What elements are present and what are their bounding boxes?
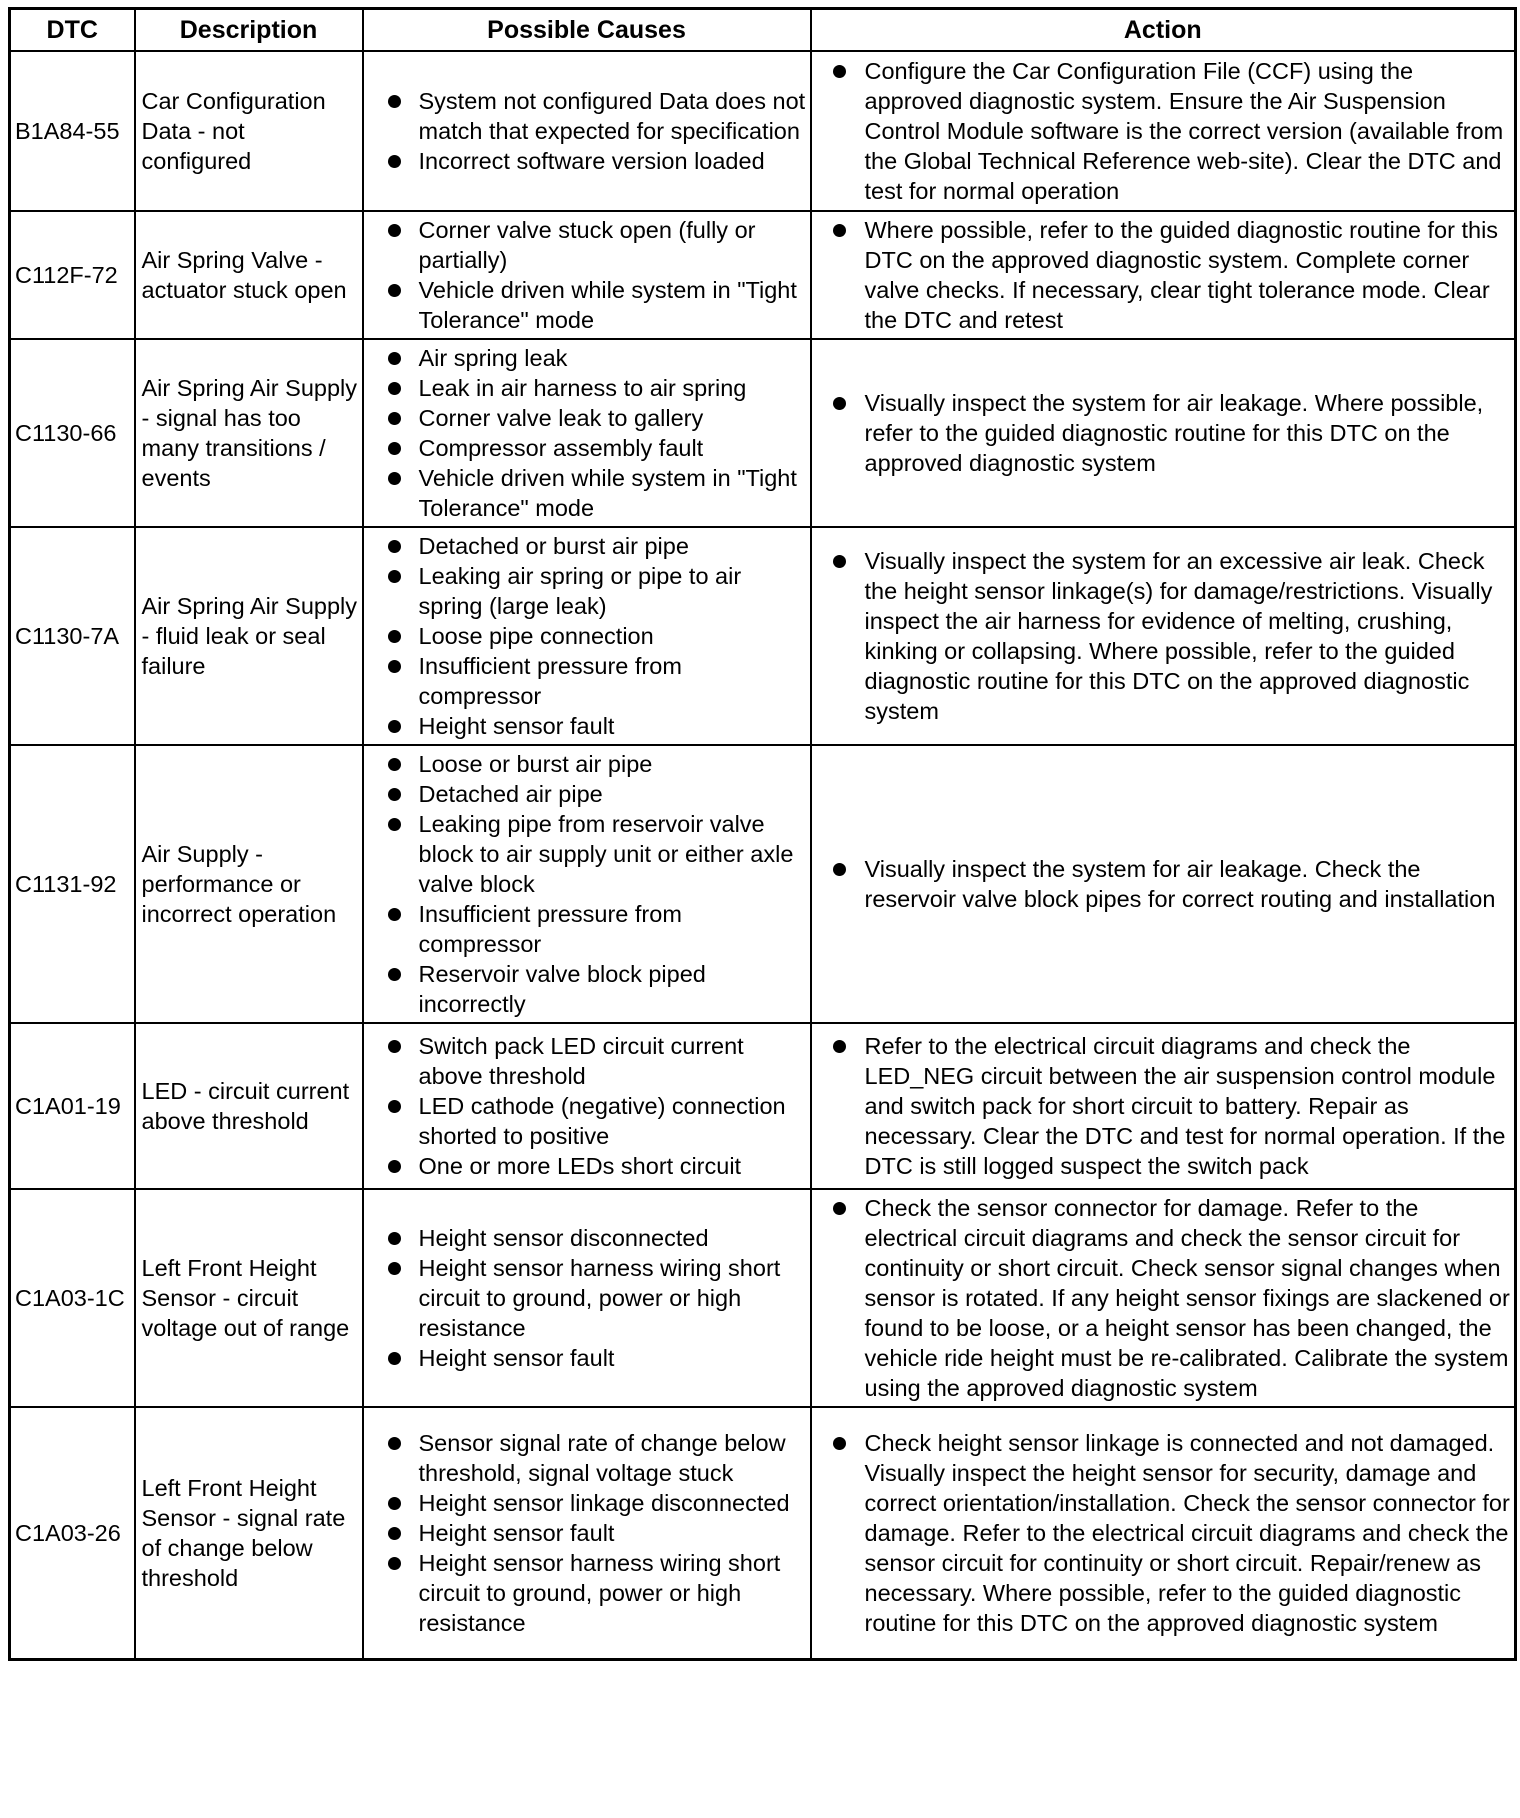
action-cell <box>811 1023 1516 1189</box>
bullet-icon <box>388 1497 401 1510</box>
bullet-icon <box>388 352 401 365</box>
cause-text: Leak in air harness to air spring <box>418 375 747 401</box>
cause-text: Loose pipe connection <box>418 623 654 649</box>
bullet-icon <box>388 1352 401 1365</box>
bullet-icon <box>388 442 401 455</box>
bullet-icon <box>388 660 401 673</box>
action-cell <box>811 339 1516 527</box>
bullet-icon <box>388 412 401 425</box>
cause-item <box>364 1343 806 1373</box>
possible-causes-cell <box>363 211 811 339</box>
dtc-code: B1A84-55 <box>10 51 135 211</box>
header-row <box>10 9 1516 52</box>
table-row <box>10 745 1516 1023</box>
action-cell <box>811 211 1516 339</box>
cause-item <box>364 711 806 741</box>
action-text: Where possible, refer to the guided diagnostic routine for this DTC on the approved diagnostic system. Complete corner valve checks. If necessary, clear tight tolerance mode. Clear the DTC and retest <box>864 217 1499 333</box>
table-row <box>10 1023 1516 1189</box>
header-dtc: DTC <box>10 9 135 52</box>
possible-causes-list <box>364 1223 806 1373</box>
table-body <box>10 51 1516 1659</box>
cause-text: Height sensor harness wiring short circuit to ground, power or high resistance <box>418 1255 781 1341</box>
action-cell <box>811 1407 1516 1659</box>
cause-text: Height sensor disconnected <box>418 1225 709 1251</box>
bullet-icon <box>388 1437 401 1450</box>
header-possible-causes: Possible Causes <box>363 9 811 52</box>
table-row <box>10 339 1516 527</box>
cause-item <box>364 403 806 433</box>
cause-text: Detached air pipe <box>418 781 603 807</box>
bullet-icon <box>388 1160 401 1173</box>
bullet-icon <box>388 284 401 297</box>
dtc-table <box>8 7 1517 1661</box>
bullet-icon <box>388 788 401 801</box>
cause-text: Switch pack LED circuit current above threshold <box>418 1033 744 1089</box>
cause-item <box>364 373 806 403</box>
dtc-code: C1A01-19 <box>10 1023 135 1189</box>
dtc-description: Left Front Height Sensor - signal rate of change below threshold <box>135 1407 363 1659</box>
table-row <box>10 1407 1516 1659</box>
possible-causes-list <box>364 86 806 176</box>
action-list <box>812 1031 1511 1181</box>
bullet-icon <box>833 1437 846 1450</box>
bullet-icon <box>388 1557 401 1570</box>
cause-text: Incorrect software version loaded <box>418 148 765 174</box>
bullet-icon <box>833 863 846 876</box>
cause-item <box>364 1518 806 1548</box>
action-text: Refer to the electrical circuit diagrams and check the LED_NEG circuit between the air suspension control module and switch pack for short circuit to battery. Repair as necessary. Clear the DTC and test for normal operation. If the DTC is still logged suspect the switch pack <box>864 1033 1506 1179</box>
bullet-icon <box>388 1232 401 1245</box>
bullet-icon <box>388 1527 401 1540</box>
cause-item <box>364 621 806 651</box>
bullet-icon <box>833 397 846 410</box>
action-item <box>812 215 1511 335</box>
action-item <box>812 1193 1511 1403</box>
action-cell <box>811 51 1516 211</box>
cause-item <box>364 433 806 463</box>
possible-causes-cell <box>363 527 811 745</box>
bullet-icon <box>388 720 401 733</box>
cause-text: Height sensor fault <box>418 1345 615 1371</box>
cause-item <box>364 1253 806 1343</box>
cause-text: Leaking air spring or pipe to air spring (large leak) <box>418 563 742 619</box>
action-item <box>812 1428 1511 1638</box>
possible-causes-list <box>364 343 806 523</box>
dtc-document <box>8 7 1514 1661</box>
cause-text: Corner valve stuck open (fully or partially) <box>418 217 756 273</box>
action-text: Visually inspect the system for air leakage. Where possible, refer to the guided diagnostic routine for this DTC on the approved diagnostic system <box>864 390 1484 476</box>
cause-item <box>364 463 806 523</box>
dtc-code: C1A03-26 <box>10 1407 135 1659</box>
dtc-description: Air Spring Valve - actuator stuck open <box>135 211 363 339</box>
possible-causes-list <box>364 1031 806 1181</box>
possible-causes-list <box>364 749 806 1019</box>
cause-text: Insufficient pressure from compressor <box>418 901 682 957</box>
action-text: Check height sensor linkage is connected and not damaged. Visually inspect the height sensor for security, damage and correct orientation/installation. Check the sensor connector for damage. Refer to the electrical circuit diagrams and check the sensor circuit for continuity or short circuit. Repair/renew as necessary. Where possible, refer to the guided diagnostic routine for this DTC on the approved diagnostic system <box>864 1429 1510 1636</box>
cause-item <box>364 749 806 779</box>
bullet-icon <box>833 224 846 237</box>
bullet-icon <box>388 540 401 553</box>
action-cell <box>811 527 1516 745</box>
cause-item <box>364 531 806 561</box>
cause-text: Corner valve leak to gallery <box>418 405 704 431</box>
table-row <box>10 527 1516 745</box>
action-text: Visually inspect the system for an excessive air leak. Check the height sensor linkage(s) for damage/restrictions. Visually inspect the air harness for evidence of melting, crushing, kinking or collapsing. Where possible, refer to the guided diagnostic routine for this DTC on the approved diagnostic system <box>864 548 1493 724</box>
cause-text: Height sensor harness wiring short circuit to ground, power or high resistance <box>418 1549 781 1636</box>
possible-causes-cell <box>363 339 811 527</box>
possible-causes-list <box>364 215 806 335</box>
bullet-icon <box>833 555 846 568</box>
cause-text: Leaking pipe from reservoir valve block to air supply unit or either axle valve block <box>418 811 794 897</box>
cause-item <box>364 1548 806 1638</box>
action-item <box>812 1031 1511 1181</box>
cause-text: Sensor signal rate of change below threshold, signal voltage stuck <box>418 1429 786 1486</box>
dtc-code: C1130-66 <box>10 339 135 527</box>
action-cell <box>811 745 1516 1023</box>
bullet-icon <box>833 1202 846 1215</box>
dtc-code: C1A03-1C <box>10 1189 135 1407</box>
action-list <box>812 56 1511 206</box>
action-cell <box>811 1189 1516 1407</box>
cause-item <box>364 1428 806 1488</box>
action-list <box>812 854 1511 914</box>
bullet-icon <box>388 155 401 168</box>
action-list <box>812 546 1511 726</box>
possible-causes-list <box>364 1428 806 1638</box>
action-item <box>812 56 1511 206</box>
dtc-description: LED - circuit current above threshold <box>135 1023 363 1189</box>
cause-item <box>364 779 806 809</box>
cause-text: Insufficient pressure from compressor <box>418 653 682 709</box>
bullet-icon <box>388 630 401 643</box>
action-list <box>812 1193 1511 1403</box>
bullet-icon <box>388 908 401 921</box>
dtc-description: Air Supply - performance or incorrect operation <box>135 745 363 1023</box>
cause-item <box>364 343 806 373</box>
dtc-description: Air Spring Air Supply - signal has too many transitions / events <box>135 339 363 527</box>
cause-text: System not configured Data does not match that expected for specification <box>418 88 806 144</box>
cause-item <box>364 959 806 1019</box>
cause-text: Reservoir valve block piped incorrectly <box>418 961 706 1017</box>
dtc-code: C1131-92 <box>10 745 135 1023</box>
possible-causes-cell <box>363 1407 811 1659</box>
bullet-icon <box>833 65 846 78</box>
bullet-icon <box>388 968 401 981</box>
bullet-icon <box>388 1040 401 1053</box>
dtc-description: Air Spring Air Supply - fluid leak or seal failure <box>135 527 363 745</box>
action-list <box>812 1428 1511 1638</box>
cause-text: Height sensor fault <box>418 1519 615 1546</box>
header-description: Description <box>135 9 363 52</box>
action-list <box>812 388 1511 478</box>
cause-item <box>364 1151 806 1181</box>
cause-item <box>364 146 806 176</box>
bullet-icon <box>388 1100 401 1113</box>
cause-text: Loose or burst air pipe <box>418 751 653 777</box>
bullet-icon <box>388 1262 401 1275</box>
cause-item <box>364 651 806 711</box>
action-item <box>812 854 1511 914</box>
bullet-icon <box>388 818 401 831</box>
table-row <box>10 1189 1516 1407</box>
cause-item <box>364 561 806 621</box>
cause-item <box>364 86 806 146</box>
cause-item <box>364 1091 806 1151</box>
cause-item <box>364 809 806 899</box>
cause-text: LED cathode (negative) connection shorted to positive <box>418 1093 786 1149</box>
dtc-code: C1130-7A <box>10 527 135 745</box>
possible-causes-cell <box>363 1189 811 1407</box>
bullet-icon <box>388 95 401 108</box>
cause-item <box>364 899 806 959</box>
action-text: Visually inspect the system for air leakage. Check the reservoir valve block pipes for correct routing and installation <box>864 856 1496 912</box>
action-text: Configure the Car Configuration File (CCF) using the approved diagnostic system. Ensure the Air Suspension Control Module software is the correct version (available from the Global Technical Reference web-site). Clear the DTC and test for normal operation <box>864 58 1504 204</box>
dtc-description: Left Front Height Sensor - circuit voltage out of range <box>135 1189 363 1407</box>
bullet-icon <box>388 472 401 485</box>
possible-causes-cell <box>363 1023 811 1189</box>
possible-causes-cell <box>363 51 811 211</box>
bullet-icon <box>388 224 401 237</box>
table-row <box>10 211 1516 339</box>
bullet-icon <box>388 570 401 583</box>
bullet-icon <box>388 382 401 395</box>
cause-item <box>364 275 806 335</box>
table-row <box>10 51 1516 211</box>
dtc-code: C112F-72 <box>10 211 135 339</box>
action-item <box>812 388 1511 478</box>
possible-causes-list <box>364 531 806 741</box>
cause-text: Height sensor linkage disconnected <box>418 1489 790 1516</box>
cause-text: Air spring leak <box>418 345 568 371</box>
cause-text: Height sensor fault <box>418 713 615 739</box>
dtc-description: Car Configuration Data - not configured <box>135 51 363 211</box>
cause-text: Detached or burst air pipe <box>418 533 689 559</box>
cause-text: Compressor assembly fault <box>418 435 704 461</box>
action-text: Check the sensor connector for damage. Refer to the electrical circuit diagrams and check the sensor circuit for continuity or short circuit. Check sensor signal changes when sensor is rotated. If any height sensor fixings are slackened or found to be loose, or a height sensor has been changed, the vehicle ride height must be re-calibrated. Calibrate the system using the approved diagnostic system <box>864 1195 1510 1401</box>
cause-text: Vehicle driven while system in "Tight Tolerance" mode <box>418 277 797 333</box>
cause-item <box>364 1488 806 1518</box>
action-item <box>812 546 1511 726</box>
cause-item <box>364 1223 806 1253</box>
header-action: Action <box>811 9 1516 52</box>
cause-item <box>364 1031 806 1091</box>
cause-text: One or more LEDs short circuit <box>418 1153 742 1179</box>
possible-causes-cell <box>363 745 811 1023</box>
cause-item <box>364 215 806 275</box>
action-list <box>812 215 1511 335</box>
cause-text: Vehicle driven while system in "Tight Tolerance" mode <box>418 465 797 521</box>
bullet-icon <box>388 758 401 771</box>
bullet-icon <box>833 1040 846 1053</box>
